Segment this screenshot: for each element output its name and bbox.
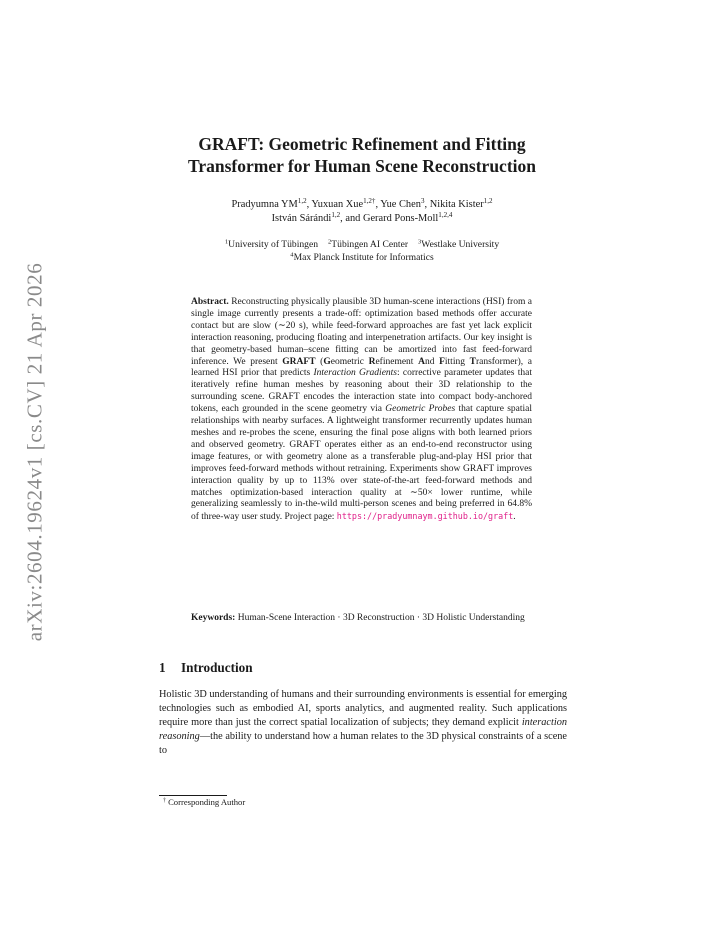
affil-mark: 2 (328, 238, 332, 246)
emphasis-interaction-gradients: Interaction Gradients (313, 368, 397, 379)
keywords-text: Human-Scene Interaction · 3D Reconstruction · 3D Holistic Understanding (237, 613, 525, 623)
author-affil-mark: 1,2 (297, 197, 307, 206)
introduction-paragraph (159, 688, 567, 758)
emphasis-interaction-reasoning: interaction reasoning (159, 717, 567, 743)
author-name: Yue Chen (380, 199, 421, 210)
affiliation-name: Max Planck Institute for Informatics (293, 252, 434, 263)
intro-text: Holistic 3D understanding of humans and their surrounding environments is essential for emerging technologies such as embodied AI, sports analytics, and augmented reality. Such applications require more than just the correct spatial localization of subjects; they demand explicit (159, 689, 567, 729)
keywords (191, 613, 532, 625)
footnote-rule (159, 795, 227, 796)
acronym-rest: efinement (375, 356, 419, 367)
paper-title (150, 133, 574, 177)
abstract-end: . (513, 512, 516, 523)
affil-mark: 3 (418, 238, 422, 246)
author-affil-mark: 1,2† (363, 197, 376, 206)
author-affil-mark: 1,2 (483, 197, 493, 206)
abstract-text: that capture spatial relationships with nearby surfaces. A lightweight transformer recurrently updates human meshes and re-probes the scene, ensuring the final pose aligns with both learned priors and observed geometry. GRAFT operates either as an end-to-end reconstructor using image features, or with geometry alone as a transferable plug-and-play HSI prior that improves feed-forward methods without retraining. Experiments show GRAFT improves interaction quality by up to 113% over state-of-the-art feed-forward methods and matches optimization-based interaction quality at ∼50× lower runtime, while generalizing seamlessly to in-the-wild multi-person scenes and being preferred in 64.8% of three-way user study. Project page: (191, 404, 533, 523)
acronym-rest: nd (424, 356, 440, 367)
author-name: Nikita Kister (429, 199, 484, 210)
section-number: 1 (159, 660, 166, 675)
section-title: Introduction (181, 660, 253, 675)
acronym-rest: eometric (330, 356, 369, 367)
author-name: Pradyumna YM (231, 199, 298, 210)
affiliation-name: Tübingen AI Center (331, 239, 409, 250)
affil-mark: 1 (224, 238, 229, 246)
title-line-2: Transformer for Human Scene Reconstruction (187, 156, 536, 176)
abstract-text: ), a learned HSI prior that predicts (191, 356, 533, 379)
arxiv-id-text: arXiv:2604.19624v1 [cs.CV] 21 Apr 2026 (22, 262, 47, 642)
affiliation-name: Westlake University (421, 239, 500, 250)
acronym-letter: F (439, 356, 445, 367)
title-line-1: GRAFT: Geometric Refinement and Fitting (198, 134, 526, 154)
author-name: István Sárándi (271, 213, 332, 224)
abstract-label: Abstract. (191, 297, 229, 307)
author-affil-mark: 3 (420, 197, 425, 206)
footnote (163, 797, 245, 807)
section-heading-introduction (159, 660, 253, 676)
author-line-2: István Sárándi$^{1,2}$, and Gerard Pons-Moll$^{1,2,4}$ (271, 211, 453, 224)
affiliation-name: University of Tübingen (228, 239, 319, 250)
author-name: and Gerard Pons-Moll (345, 213, 439, 224)
acronym-letter: R (368, 356, 376, 367)
acronym-letter: G (323, 356, 331, 367)
acronym-rest: ransformer (475, 356, 518, 367)
abstract-text: Reconstructing physically plausible 3D human-scene interactions (HSI) from a single image currently presents a trade-off: optimization based methods offer accurate contact but are slow (∼20 s), while feed-forward approaches are fast yet lack explicit interaction reasoning, producing floating and interpenetration artifacts. Our key insight is that geometry-based human–scene fitting can be amortized into fast feed-forward inference. We present (191, 297, 532, 367)
project-page-link[interactable]: https://pradyumnaym.github.io/graft (336, 511, 514, 522)
affil-mark: 4 (290, 251, 294, 259)
footnote-text: Corresponding Author (168, 797, 246, 807)
footnote-mark: † (163, 797, 166, 804)
acronym-letter: T (469, 356, 476, 367)
acronym-letter: A (418, 356, 425, 367)
author-list (150, 198, 574, 226)
keywords-label: Keywords: (191, 613, 236, 623)
affiliation-line-1 (150, 238, 574, 251)
emphasis-geometric-probes: Geometric Probes (385, 404, 456, 415)
abstract-text: : corrective parameter updates that iteratively refine human meshes by reasoning about their 3D relationship to the surrounding scene. GRAFT encodes the interaction state into compact body-anchored tokens, each grounded in the scene geometry via (191, 368, 532, 415)
abstract: Abstract. Reconstructing physically plausible 3D human-scene interactions (HSI) from a single image currently presents a trade-off: optimization based methods offer accurate contact but are slow (∼20 s), while feed-forward approaches are fast yet lack explicit interaction reasoning, producing floating and interpenetration artifacts. Our key insight is that geometry-based human–scene fitting can be amortized into fast feed-forward inference. We present GRAFT (Geometric Refinement And Fitting Transformer), a learned HSI prior that predicts Interaction Gradients: corrective parameter updates that iteratively refine human meshes by reasoning about their 3D relationship to the surrounding scene. GRAFT encodes the interaction state into compact body-anchored tokens, each grounded in the scene geometry via Geometric Probes that capture spatial relationships with nearby surfaces. A lightweight transformer recurrently updates human meshes and re-probes the scene, ensuring the final pose aligns with both learned priors and observed geometry. GRAFT operates either as an end-to-end reconstructor using image features, or with geometry alone as a transferable plug-and-play HSI prior that improves feed-forward methods without retraining. Experiments show GRAFT improves interaction quality by up to 113% over state-of-the-art feed-forward methods and matches optimization-based interaction quality at ∼50× lower runtime, while generalizing seamlessly to in-the-wild multi-person scenes and being preferred in 64.8% of three-way user study. Project page: https://pradyumnaym.github.io/graft. (191, 297, 533, 523)
author-line-1: Pradyumna YM$^{1,2}$, Yuxuan Xue$^{1,2\dagger}$, Yue Chen$^3$, Nikita Kister$^{1,2}$ (231, 197, 493, 210)
author-affil-mark: 1,2 (331, 211, 341, 220)
affiliations (150, 238, 574, 264)
affiliation-line-2 (150, 251, 574, 264)
intro-text: —the ability to understand how a human relates to the 3D physical constraints of a scene to (159, 731, 567, 757)
author-affil-mark: 1,2,4 (438, 211, 453, 220)
acronym-rest: itting (444, 356, 470, 367)
graft-name: GRAFT (282, 356, 316, 367)
author-name: Yuxuan Xue (311, 199, 364, 210)
